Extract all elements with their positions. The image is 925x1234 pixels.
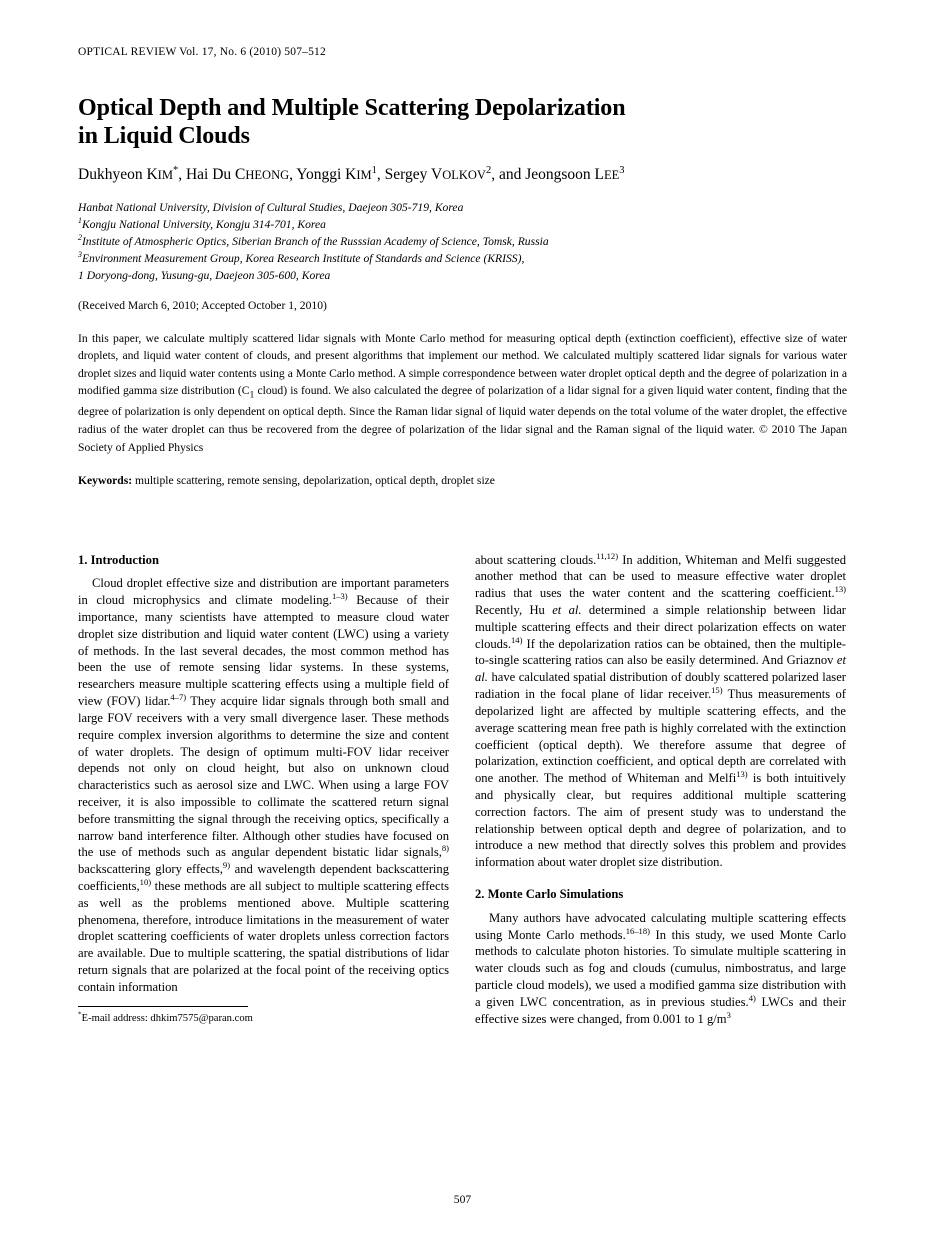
affiliation-item: 1 Doryong-dong, Yusung-gu, Daejeon 305-600, Korea: [78, 269, 331, 283]
paragraph: about scattering clouds.$^{11,12)}$ In addition, Whiteman and Melfi suggested another method that can be used to measure effective water droplet radius that uses the water content and the scattering coefficient.$^{13)}$ Recently, Hu et al. determined a simple relationship between lidar multiple scattering effects and their direct polarization effects on water clouds.$^{14)}$ If the depolarization ratios can be obtained, then the multiple-to-single scattering ratios can also be easily determined. And Griaznov et al. have calculated spatial distribution of doubly scattered polarized laser radiation in the focal plane of lidar receiver.$^{15)}$ Thus measurements of depolarized light are affected by multiple scattering effects, and the average scattering mean free path is highly correlated with the extinction coefficient (optical depth). We therefore assume that degree of polarization, extinction coefficient, and optical depth are correlated with one another. The method of Whiteman and Melfi$^{13)}$ is both intuitively and physically clear, but requires additional multiple scattering correction factors. The aim of present study was to understand the relationship between optical depth and degree of polarization, and to introduce a new method that directly solves this problem and provides information about water droplet size distribution.: [475, 550, 846, 870]
received-dates: (Received March 6, 2010; Accepted October 1, 2010): [78, 298, 327, 312]
affiliations: [78, 199, 847, 285]
paragraph: Many authors have advocated calculating multiple scattering effects using Monte Carlo methods.$^{16-18)}$ In this study, we used Monte Carlo methods to calculate photon histories. To simulate multiple scattering in water clouds such as fog and clouds (cumulus, nimbostratus, and large particle cloud models), we used a modified gamma size distribution with a given LWC concentration, as in previous studies.$^{4)}$ LWCs and their effective sizes were changed, from 0.001 to 1 $g/m^3$: [475, 910, 847, 1026]
page-number: 507: [453, 1193, 472, 1206]
column-left: [78, 552, 449, 1028]
column-right: [475, 552, 846, 1028]
affiliation-item: $^2$Institute of Atmospheric Optics, Siberian Branch of the Russsian Academy of Science, Tomsk, Russia: [78, 233, 549, 249]
footnote-email: *E-mail address: dhkim7575@paran.com: [78, 1010, 253, 1024]
keywords: [78, 472, 847, 489]
section-heading-monte-carlo: 2. Monte Carlo Simulations: [475, 887, 624, 902]
abstract: In this paper, we calculate multiply scattered lidar signals with Monte Carlo method for measuring optical depth (extinction coefficient), effective size of water droplets, and liquid water content of clouds, and present algorithms that implement our method. We calculated multiply scattered lidar signals for various water droplet sizes and liquid water contents using a Monte Carlo method. A simple correspondence between water droplet optical depth and the degree of polarization in a modified gamma size distribution ($C_1$ cloud) is found. We also calculated the degree of polarization of a lidar signal for a given liquid water content, finding that the degree of polarization is only dependent on optical depth. Since the Raman lidar signal of liquid water depends on the total volume of the water droplet, the effective radius of the water droplet can thus be recovered from the degree of polarization of the lidar signal and the Raman signal of the liquid water. © 2010 The Japan Society of Applied Physics: [78, 331, 847, 454]
title-line-2: in Liquid Clouds: [78, 123, 250, 150]
footnote-divider: [78, 1006, 248, 1007]
affiliation-item: Hanbat National University, Division of Cultural Studies, Daejeon 305-719, Korea: [78, 200, 464, 214]
keywords-label: Keywords:: [78, 474, 133, 488]
author-list: Dukhyeon KIM*, Hai Du CHEONG, Yonggi KIM$^1$, Sergey VOLKOV$^2$, and Jeongsoon LEE$^3$: [78, 164, 625, 183]
paragraph: Cloud droplet effective size and distribution are important parameters in cloud microphysics and climate modeling.$^{1-3)}$ Because of their importance, many scientists have attempted to measure cloud water droplet size distribution and liquid water content (LWC) using a variety of methods. In the last several decades, the most common method has been the use of remote sensing lidar systems. In these systems, researchers measure multiple scattering effects using a multiple field of view (FOV) lidar.$^{4-7)}$ They acquire lidar signals through both small and large FOV receivers with a very small divergence laser. These methods require complex inversion algorithms to determine the size and content of water droplets. The design of optimum multi-FOV lidar receiver depends not only on cloud height, but also on unknown cloud characteristics such as aerosol size and LWC. When using a large FOV receiver, it is also impossible to collimate the scattered return signal before transmitting the signal through the receiving optics, specifically a narrow band interference filter. Although other studies have focused on the use of methods such as angular dependent bistatic lidar signals,$^{8)}$ backscattering glory effects,$^{9)}$ and wavelength dependent backscattering coefficients,$^{10)}$ these methods are all subject to multiple scattering effects as well as the problems mentioned above. Multiple scattering phenomena, therefore, introduce limitations in the measurement of water droplet scattering coefficients of water droplets unless correction factors are available. Due to multiple scattering, the spatial distributions of lidar return signals that are polarized at the focal point of the receiving optics contain information: [78, 576, 450, 994]
affiliation-item: $^1$Kongju National University, Kongju 314-701, Korea: [78, 216, 326, 231]
footnote-block: [78, 996, 449, 1027]
keywords-value: multiple scattering, remote sensing, depolarization, optical depth, droplet size: [132, 474, 495, 488]
section-heading-introduction: 1. Introduction: [78, 552, 159, 567]
journal-header: OPTICAL REVIEW Vol. 17, No. 6 (2010) 507–512: [78, 46, 326, 58]
page-title: [78, 94, 847, 151]
affiliation-item: $^3$Environment Measurement Group, Korea Research Institute of Standards and Science (KRISS),: [78, 250, 525, 266]
body-columns: [78, 552, 847, 1028]
title-line-1: Optical Depth and Multiple Scattering Depolarization: [78, 95, 626, 121]
